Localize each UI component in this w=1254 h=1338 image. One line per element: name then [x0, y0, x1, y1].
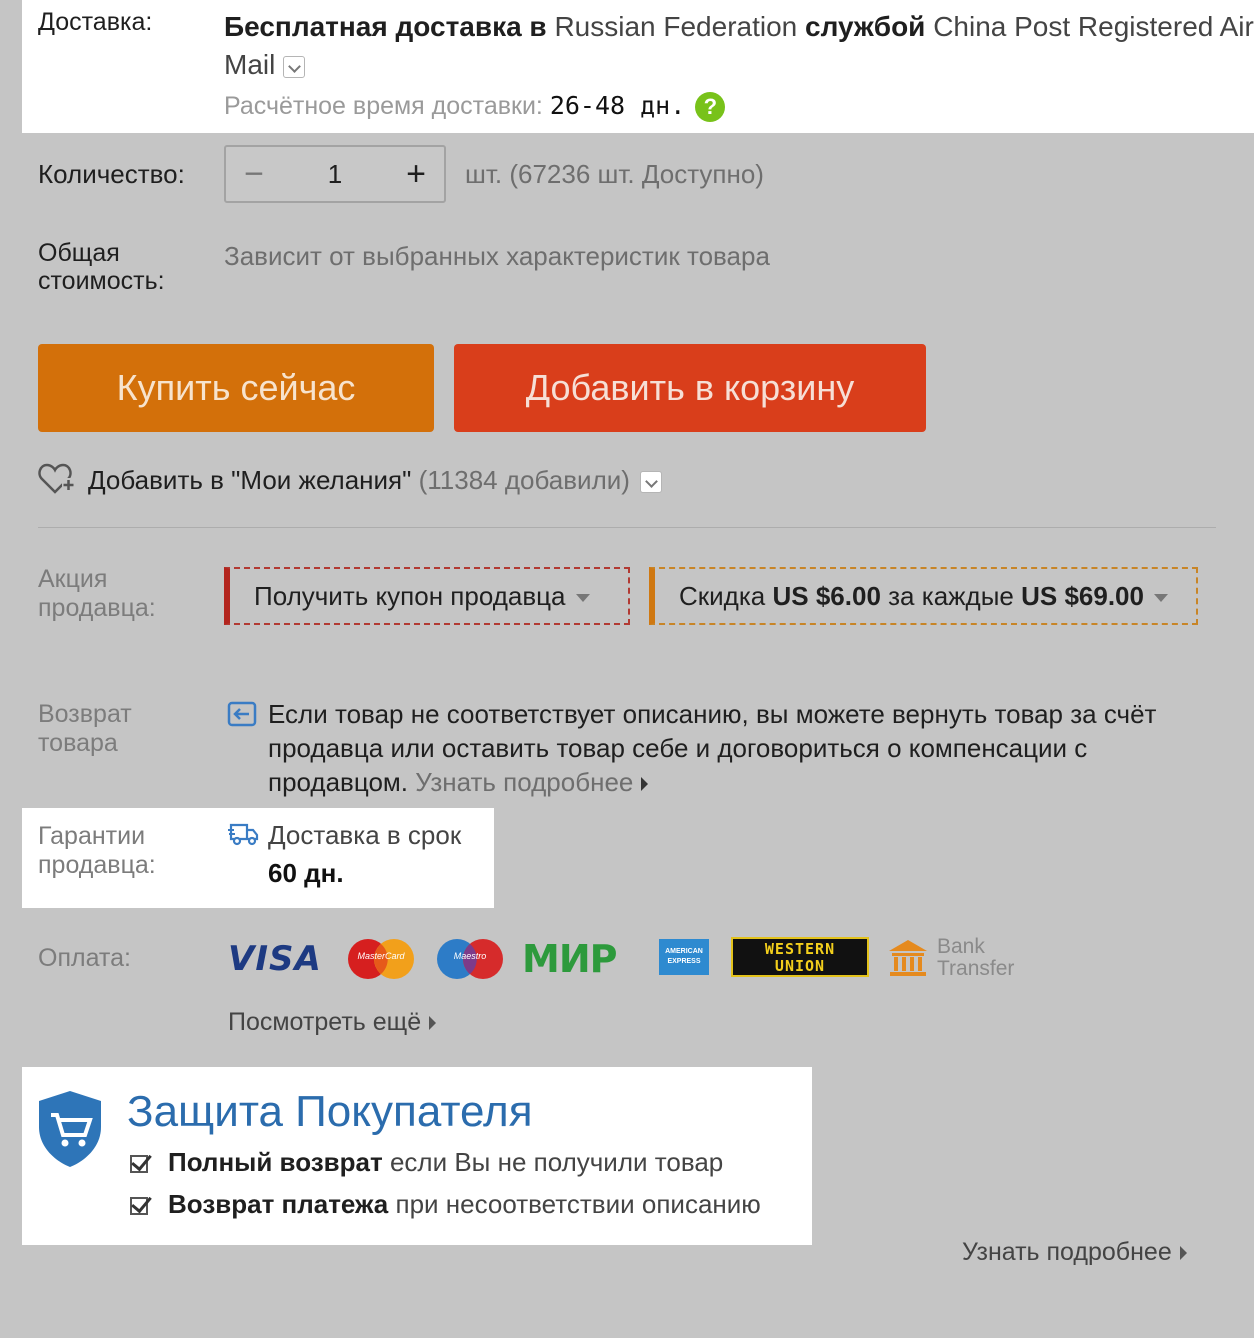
total-label: [38, 239, 165, 295]
maestro-text: Maestro: [453, 951, 487, 961]
arrow-right-icon: [641, 777, 648, 791]
checkbox-check-icon: [130, 1197, 148, 1215]
western-union-logo: [731, 937, 869, 977]
guarantee-label: [38, 822, 156, 880]
quantity-input[interactable]: 1: [327, 159, 343, 189]
bank-transfer-text: Bank Transfer: [937, 935, 1015, 980]
western-union-text: WESTERN UNION: [764, 940, 836, 975]
mastercard-logo: [346, 937, 416, 979]
quantity-stepper: [224, 145, 446, 203]
delivery-middle: службой: [805, 11, 926, 42]
dropdown-arrow-icon: [1154, 594, 1168, 602]
buyer-protection-learn-more-link[interactable]: [962, 1236, 1187, 1269]
discount-amount: US $6.00: [772, 581, 881, 611]
seller-coupon-label: Получить купон продавца: [254, 581, 566, 611]
seller-coupon-dropdown[interactable]: [224, 567, 630, 625]
mir-text: МИР: [522, 937, 617, 981]
protection-item-1-rest: если Вы не получили товар: [389, 1147, 724, 1177]
discount-prefix: Скидка: [679, 581, 766, 611]
delivery-method: [224, 8, 1254, 84]
returns-description: Если товар не соответствует описанию, вы можете вернуть товар за счёт продавца или оставить товар себе и договориться о компенсации с продавцом.: [268, 699, 1157, 797]
guarantee-label-line2: продавца:: [38, 851, 156, 879]
divider: [38, 527, 1216, 528]
arrow-right-icon: [429, 1016, 436, 1030]
amex-text: AMERICAN EXPRESS: [665, 948, 703, 965]
mir-logo: [522, 937, 642, 979]
wishlist-dropdown[interactable]: [640, 471, 662, 493]
total-label-line1: Общая: [38, 239, 120, 267]
delivery-truck-icon: [228, 821, 260, 847]
delivery-label: Доставка:: [38, 8, 153, 36]
heart-plus-icon: [38, 462, 76, 496]
bank-transfer-logo: [887, 937, 1027, 979]
wishlist-text: [88, 464, 662, 497]
delivery-prefix: Бесплатная доставка в: [224, 11, 547, 42]
payment-more-text: Посмотреть ещё: [228, 1008, 422, 1036]
buyer-protection-more-text: Узнать подробнее: [962, 1238, 1172, 1266]
delivery-estimate-label: Расчётное время доставки:: [224, 92, 543, 120]
bank-icon: [887, 937, 929, 979]
visa-logo: [228, 937, 326, 979]
delivery-estimate-value: 26-48 дн.: [549, 91, 686, 120]
protection-item-2: [130, 1188, 761, 1221]
guarantee-label-line1: Гарантии: [38, 822, 146, 850]
quantity-decrease-button[interactable]: −: [244, 155, 264, 193]
maestro-logo: [434, 937, 506, 979]
quantity-available: шт. (67236 шт. Доступно): [465, 159, 764, 189]
add-to-cart-button[interactable]: Добавить в корзину: [454, 344, 926, 432]
visa-text: VISA: [228, 939, 322, 979]
protection-item-1: [130, 1146, 723, 1179]
promo-label: [38, 565, 156, 623]
dropdown-arrow-icon: [576, 594, 590, 602]
returns-text: [268, 697, 1228, 799]
payment-more-link[interactable]: [228, 1006, 436, 1039]
discount-middle: за каждые: [888, 581, 1014, 611]
protection-item-2-rest: при несоответствии описанию: [395, 1189, 761, 1219]
mastercard-text: MasterCard: [357, 951, 405, 961]
arrow-right-icon: [1180, 1246, 1187, 1260]
discount-threshold: US $69.00: [1021, 581, 1144, 611]
returns-label-line2: товара: [38, 729, 118, 757]
quantity-label: Количество:: [38, 159, 185, 189]
protection-item-1-bold: Полный возврат: [168, 1147, 383, 1177]
help-icon[interactable]: ?: [695, 92, 725, 122]
return-icon: [227, 701, 257, 727]
shield-cart-icon: [37, 1089, 103, 1169]
total-value: Зависит от выбранных характеристик товара: [224, 241, 770, 271]
quantity-increase-button[interactable]: +: [406, 155, 426, 193]
buy-now-button[interactable]: Купить сейчас: [38, 344, 434, 432]
returns-label-line1: Возврат: [38, 700, 132, 728]
promo-label-line1: Акция: [38, 565, 108, 593]
promo-label-line2: продавца:: [38, 594, 156, 622]
returns-label: [38, 700, 132, 758]
guarantee-value: 60 дн.: [268, 858, 344, 888]
discount-dropdown[interactable]: [649, 567, 1198, 625]
checkbox-check-icon: [130, 1155, 148, 1173]
total-label-line2: стоимость:: [38, 267, 165, 295]
returns-link-text: Узнать подробнее: [415, 767, 634, 797]
payment-label: Оплата:: [38, 944, 131, 972]
delivery-service: China Post Registered Air Mail: [224, 11, 1254, 80]
wishlist-label[interactable]: Добавить в "Мои желания": [88, 465, 412, 495]
delivery-country: Russian Federation: [554, 11, 798, 42]
delivery-options-dropdown[interactable]: [283, 56, 305, 78]
delivery-estimate: [224, 89, 725, 123]
amex-logo: [659, 939, 709, 975]
guarantee-title: Доставка в срок: [268, 820, 462, 850]
returns-learn-more-link[interactable]: [415, 767, 648, 797]
protection-item-2-bold: Возврат платежа: [168, 1189, 389, 1219]
buyer-protection-title: Защита Покупателя: [127, 1087, 533, 1136]
wishlist-count: (11384 добавили): [418, 465, 630, 495]
